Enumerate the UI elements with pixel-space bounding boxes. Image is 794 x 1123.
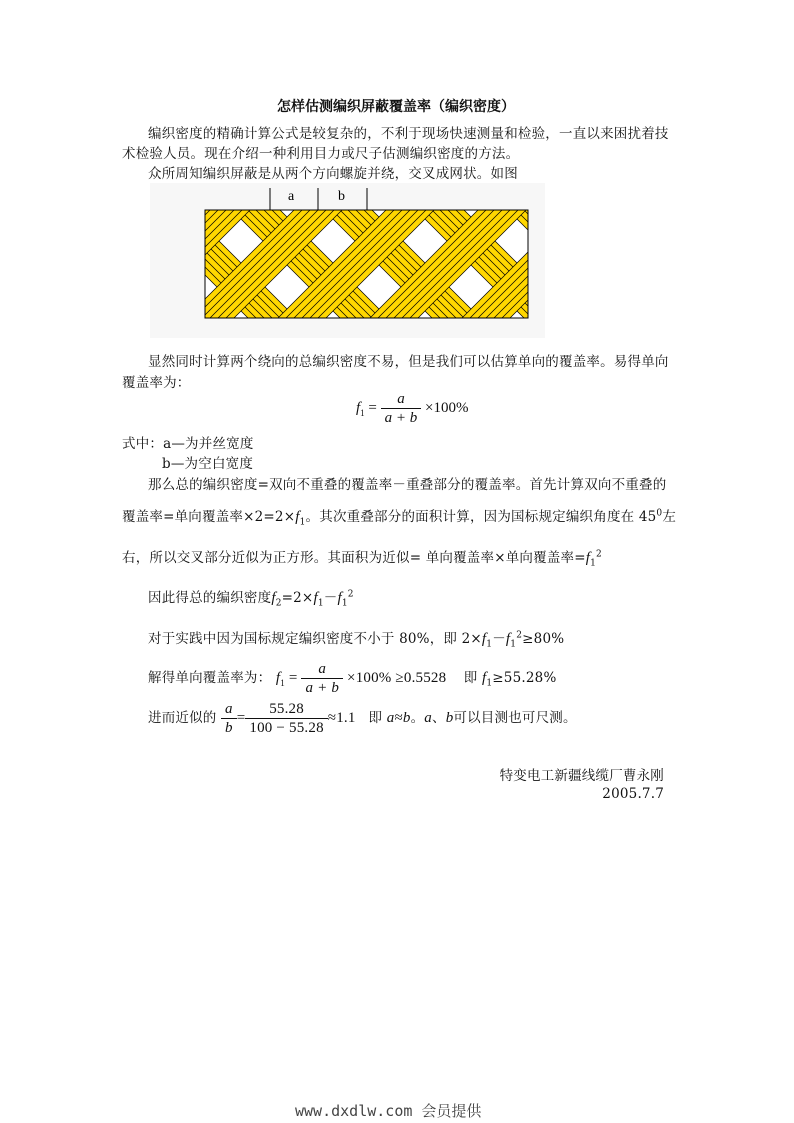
formula1-lhs: f [356,399,361,416]
para7-tail: ×100% ≥0.5528 [347,669,447,686]
formula1-eq: = [368,399,377,416]
para8-num: a [221,700,237,719]
para7-sub: 1 [280,677,285,688]
para8-a2: a [424,709,432,726]
para6-tail: ≥80% [522,631,565,647]
para6-f2: f [505,631,511,647]
para4-line3-f: f [585,550,591,566]
para4-f: f [295,509,300,525]
para5-sup: 2 [347,589,354,600]
para4-f-sub: 1 [299,517,306,528]
para8-mid: 即 [368,709,383,726]
formula1-den: a + b [384,410,418,426]
footer-watermark: www.dxdlw.com 会员提供 [295,1102,482,1120]
formula1-fraction [381,390,422,427]
para8-post2: 可以目测也可尺测。 [453,709,577,726]
para6-pre: 对于实践中因为国标规定编织密度不小于 80%，即 2× [148,631,482,647]
para8-fraction-ab [221,700,237,737]
formula1-tail: ×100% [425,399,469,416]
para8-post1: 。 [410,709,425,726]
para8-approxsym: ≈ [394,709,403,726]
para4-line2-post: 。其次重叠部分的面积计算，因为国标规定编织角度在 45 [305,509,657,525]
formula1-lhs-sub: 1 [360,407,365,418]
para7-num: a [301,660,343,679]
figure-label-a: a [288,189,295,204]
para4-line2-end: 左 [662,509,677,525]
para4-line3 [122,546,602,569]
para7-den: a + b [305,680,340,696]
braid-figure [150,183,545,338]
para4-line2 [122,505,676,528]
date: 2005.7.7 [602,786,664,802]
para2: 众所周知编织屏蔽是从两个方向螺旋并绕，交叉成网状。如图 [148,166,518,182]
para4-line3-pre: 右，所以交叉部分近似为正方形。其面积为近似= 单向覆盖率×单向覆盖率= [122,550,586,566]
para1-line2: 术检验人员。现在介绍一种利用目力或尺子估测编织密度的方法。 [122,146,520,162]
def-a: 式中：a—为并丝宽度 [122,436,254,452]
para6-f2-sub: 1 [510,639,517,650]
para7-tail2-pre: 即 [463,669,478,686]
para5-f1b: f [337,590,342,606]
para8-pre: 进而近似的 [148,709,217,726]
para6-sub: 1 [486,639,493,650]
para8-num2: 55.28 [245,700,327,719]
para5 [148,586,354,609]
para7-tail2-f: f [481,669,487,686]
para5-minus: － [323,590,338,606]
para8-a: a [386,709,395,726]
para8-den2: 100 − 55.28 [249,720,324,736]
signature: 特变电工新疆线缆厂曹永刚 [499,768,664,784]
para8-b2: b [445,709,454,726]
figure-label-b: b [338,189,345,204]
para4-line1: 那么总的编织密度=双向不重叠的覆盖率－重叠部分的覆盖率。首先计算双向不重叠的 [148,477,667,493]
para7-tail2-post: ≥55.28% [492,669,557,686]
para5-f2: f [271,590,276,606]
para8-sep: 、 [431,709,446,726]
para7-pre: 解得单向覆盖率为： [148,669,272,686]
para6 [148,627,564,650]
para7-f: f [275,669,281,686]
para4-deg-sup: 0 [656,508,663,519]
para5-mid: =2× [281,590,314,606]
para4-line3-sub: 1 [590,558,597,569]
para4-line2-pre: 覆盖率=单向覆盖率×2=2× [122,509,296,525]
para8-b: b [402,709,411,726]
para8: 进而近似的 $\frac{a}{b}$ = $\frac{55.28}{100 - 55.28}$ ≈1.1 即 a≈b。a、b可以目测也可尺测。 [148,701,577,736]
para5-f1: f [313,590,318,606]
para8-approx: ≈1.1 [327,709,356,726]
formula-1 [356,390,468,427]
para6-f: f [481,631,487,647]
para6-sup: 2 [516,630,523,641]
para4-line3-sup: 2 [596,549,602,560]
para5-f2-sub: 2 [275,598,282,609]
para7-tail2-sub: 1 [486,678,493,689]
para6-minus: － [492,631,506,647]
para7-fraction [301,660,343,697]
def-b: b—为空白宽度 [162,456,254,472]
formula1-num: a [381,390,422,409]
para8-den: b [225,720,233,736]
para5-f1-sub: 1 [317,598,324,609]
para5-f1b-sub: 1 [341,598,348,609]
para7: 解得单向覆盖率为： $f_1$ = $\frac{a}{a + b}$ ×100% ≥0.5528 即 $f_1\ge 55.28\%$ [148,661,557,696]
para1-line1: 编织密度的精确计算公式是较复杂的，不利于现场快速测量和检验，一直以来困扰着技 [148,126,669,142]
para3-line2: 覆盖率为： [122,375,191,391]
para3-line1: 显然同时计算两个绕向的总编织密度不易，但是我们可以估算单向的覆盖率。易得单向 [148,354,669,370]
para8-fraction-num [245,700,327,737]
doc-title: 怎样估测编织屏蔽覆盖率（编织密度） [277,99,515,115]
para5-pre: 因此得总的编织密度 [148,590,272,606]
